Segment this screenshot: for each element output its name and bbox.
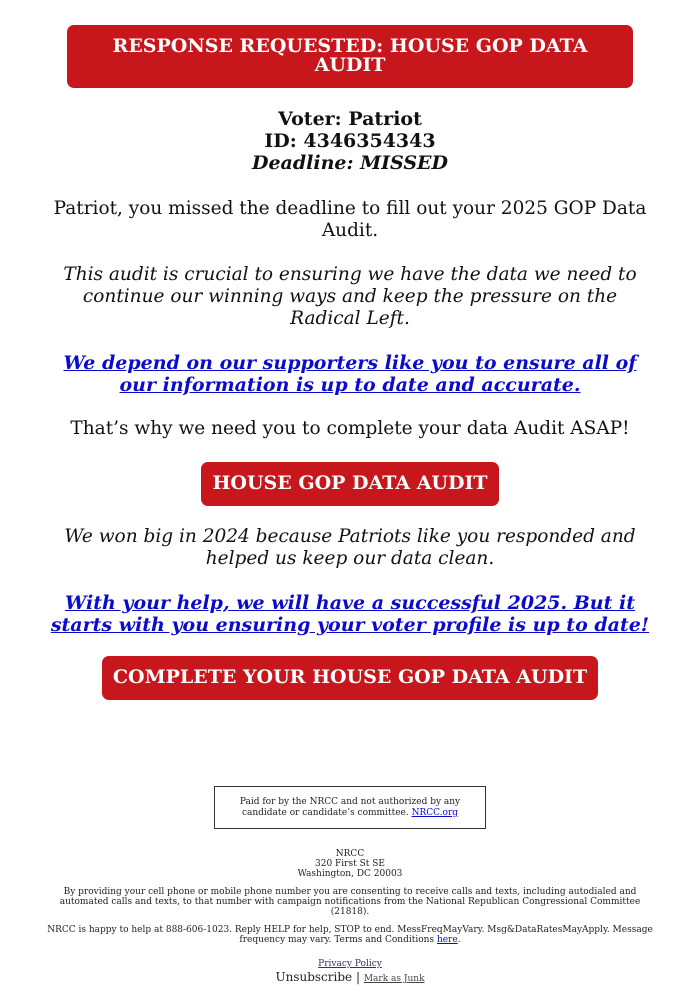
disclaimer-line-2: candidate or candidate’s committee. NRCC.org — [241, 808, 459, 818]
audit-importance-paragraph: This audit is crucial to ensuring we have the data we need to continue our winning ways and keep the pressure on the Radical Left. — [63, 264, 637, 329]
terms-link[interactable]: here — [436, 935, 458, 945]
unsubscribe-link[interactable]: Unsubscribe — [275, 970, 353, 984]
mark-as-junk-link[interactable]: Mark as Junk — [363, 974, 425, 984]
complete-audit-paragraph: That’s why we need you to complete your data Audit ASAP! — [70, 418, 630, 439]
voter-id: ID: 4346354343 — [264, 130, 436, 152]
privacy-row — [0, 959, 700, 969]
response-requested-button[interactable]: RESPONSE REQUESTED: HOUSE GOP DATA AUDIT — [67, 25, 633, 88]
won-big-paragraph: We won big in 2024 because Patriots like you responded and helped us keep our data clean. — [64, 526, 636, 569]
disclaimer-line-1: Paid for by the NRCC and not authorized by any — [239, 797, 461, 807]
voter-deadline: Deadline: MISSED — [251, 152, 449, 174]
help-notice: NRCC is happy to help at 888-606-1023. Reply HELP for help, STOP to end. MessFreqMayVary. Msg&DataRatesMayApply. Message frequency may vary. Terms and Conditions here. — [47, 925, 653, 945]
footer-address — [0, 849, 700, 879]
voter-info — [0, 108, 700, 174]
privacy-policy-link[interactable]: Privacy Policy — [318, 959, 382, 969]
consent-notice: By providing your cell phone or mobile phone number you are consenting to receive calls and texts, including autodialed and automated calls and texts, to that number with campaign notifications from the National Republican Congressional Committee (21818). — [59, 887, 641, 917]
missed-deadline-paragraph: Patriot, you missed the deadline to fill out your 2025 GOP Data Audit. — [53, 198, 647, 241]
unsubscribe-row — [0, 970, 700, 986]
footer-city: Washington, DC 20003 — [297, 869, 403, 879]
nrcc-link[interactable]: NRCC.org — [411, 808, 459, 818]
voter-profile-link[interactable]: With your help, we will have a successful 2025. But it starts with you ensuring your voter profile is up to date! — [50, 592, 650, 636]
complete-audit-button[interactable]: COMPLETE YOUR HOUSE GOP DATA AUDIT — [102, 656, 598, 700]
voter-name: Voter: Patriot — [278, 108, 422, 130]
footer-street: 320 First St SE — [315, 859, 385, 869]
house-gop-data-audit-button[interactable]: HOUSE GOP DATA AUDIT — [201, 462, 498, 506]
footer-separator: | — [355, 970, 360, 984]
supporters-link[interactable]: We depend on our supporters like you to ensure all of our information is up to date and accurate. — [63, 352, 637, 396]
footer-org: NRCC — [335, 849, 365, 859]
paid-for-disclaimer — [214, 786, 486, 829]
